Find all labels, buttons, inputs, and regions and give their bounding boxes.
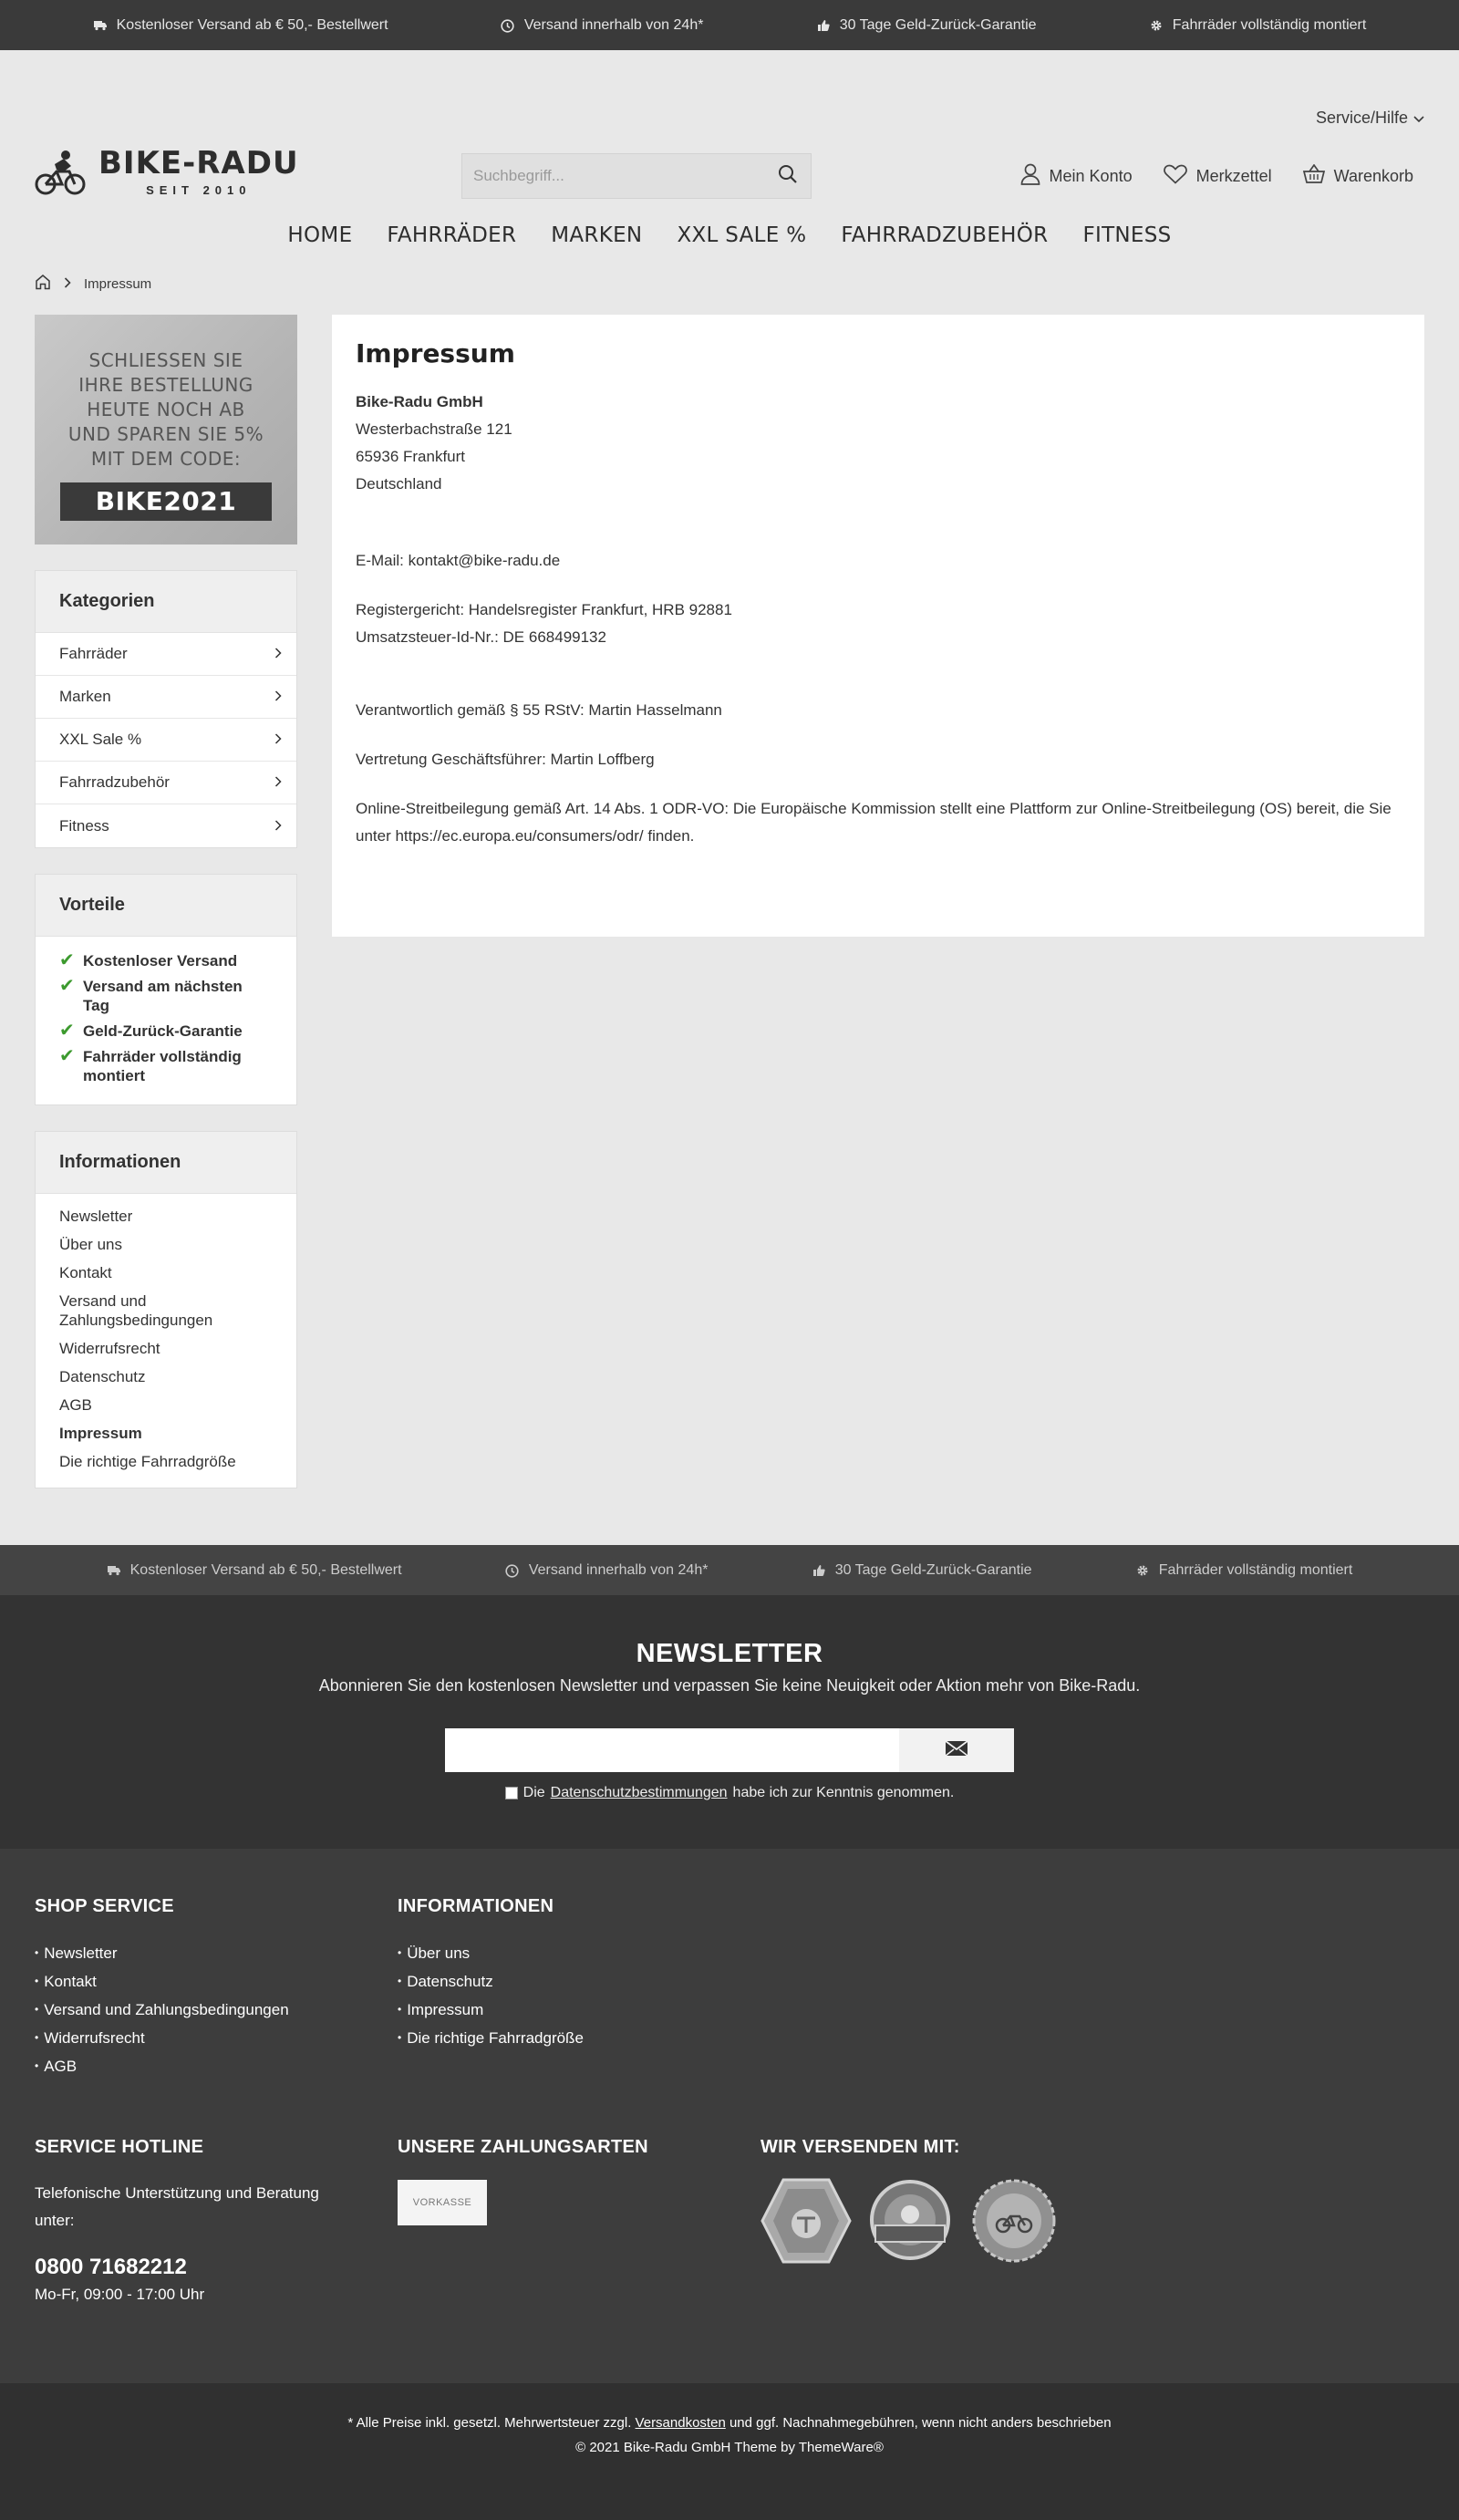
checkmark-icon: ✔: [59, 950, 75, 970]
newsletter-submit-button[interactable]: [899, 1728, 1014, 1772]
footer-list: [35, 1939, 398, 2080]
info-link-fahrradgroesse[interactable]: Die richtige Fahrradgröße: [59, 1453, 236, 1470]
newsletter-email-input[interactable]: [445, 1728, 899, 1772]
hotline-number[interactable]: 0800 71682212: [35, 2255, 187, 2279]
cart-link[interactable]: [1303, 163, 1413, 190]
info-link-agb[interactable]: AGB: [59, 1396, 92, 1414]
usp-item: [1149, 17, 1367, 34]
chevron-right-icon: [64, 276, 71, 292]
usp-bar-bottom: [0, 1545, 1459, 1595]
usp-item: [501, 17, 704, 34]
nav-item-marken[interactable]: MARKEN: [551, 223, 643, 247]
bottom-bar: [0, 2383, 1459, 2520]
truck-icon: [93, 19, 108, 32]
usp-text: Versand innerhalb von 24h*: [523, 16, 704, 33]
category-item-zubehoer[interactable]: [36, 762, 296, 804]
nav-item-sale[interactable]: XXL SALE %: [677, 223, 807, 247]
breadcrumb-current: Impressum: [84, 275, 152, 292]
footer-link[interactable]: Impressum: [407, 2001, 484, 2018]
street: Westerbachstraße 121: [356, 420, 512, 438]
vorteile-box: [35, 874, 297, 1105]
privacy-checkbox[interactable]: [505, 1787, 518, 1799]
account-label: Mein Konto: [1049, 167, 1133, 185]
gear-icon: [1135, 1564, 1150, 1577]
promo-line: MIT DEM CODE:: [90, 447, 242, 470]
promo-line: HEUTE NOCH AB: [87, 398, 245, 420]
promo-code: BIKE2021: [60, 482, 272, 521]
vorteil-item: [59, 977, 273, 1015]
footer-link[interactable]: AGB: [44, 2058, 78, 2075]
info-list: [36, 1194, 296, 1488]
clock-icon: [505, 1564, 520, 1577]
bike-seal-icon: [968, 2178, 1060, 2268]
register: Registergericht: Handelsregister Frankfurt, HRB 92881: [356, 601, 732, 618]
footer-title: INFORMATIONEN: [398, 1896, 554, 1916]
ust-id: Umsatzsteuer-Id-Nr.: DE 668499132: [356, 628, 606, 646]
category-item-marken[interactable]: [36, 676, 296, 719]
footer-shipping: [761, 2137, 1123, 2304]
service-help-dropdown[interactable]: [1316, 109, 1424, 128]
footer-shop-service: [35, 1896, 398, 2080]
payment-badge-vorkasse: VORKASSE: [398, 2180, 487, 2225]
chevron-right-icon: [274, 773, 282, 792]
usp-bar-top: [0, 0, 1459, 50]
thumbs-up-icon: [812, 1564, 826, 1577]
info-title: Informationen: [36, 1132, 296, 1194]
country: Deutschland: [356, 475, 442, 493]
category-item-sale[interactable]: [36, 719, 296, 762]
ssl-seal-icon: [864, 2178, 956, 2268]
city: 65936 Frankfurt: [356, 448, 466, 465]
footer-link[interactable]: Newsletter: [44, 1944, 118, 1962]
chevron-right-icon: [274, 817, 282, 835]
categories-title: Kategorien: [36, 571, 296, 633]
copyright: © 2021 Bike-Radu GmbH Theme by ThemeWare®: [575, 2440, 884, 2455]
breadcrumb: [0, 265, 1459, 302]
nav-item-zubehoer[interactable]: FAHRRADZUBEHÖR: [841, 223, 1049, 247]
usp-text: 30 Tage Geld-Zurück-Garantie: [834, 1561, 1032, 1578]
chevron-down-icon: [1413, 109, 1424, 128]
footer-links-row: [35, 1896, 1424, 2080]
footer-payment: [398, 2137, 761, 2304]
logo-tagline: SEIT 2010: [146, 182, 252, 197]
usp-item: [812, 1562, 1032, 1579]
vorteil-label: Versand am nächsten Tag: [83, 978, 243, 1014]
vorteile-title: Vorteile: [36, 875, 296, 937]
usp-text: Kostenloser Versand ab € 50,- Bestellwert: [129, 1561, 402, 1578]
vorteil-label: Kostenloser Versand: [83, 952, 238, 970]
privacy-consent: [0, 1785, 1459, 1801]
promo-banner[interactable]: [35, 315, 297, 544]
trust-seals: [761, 2178, 1123, 2268]
footer-informationen: [398, 1896, 761, 2080]
categories-box: [35, 570, 297, 848]
service-help-label: Service/Hilfe: [1315, 109, 1408, 127]
newsletter-form: [445, 1728, 1014, 1772]
search-icon: [778, 164, 798, 189]
vertretung: Vertretung Geschäftsführer: Martin Loffberg: [356, 751, 655, 768]
nav-item-home[interactable]: HOME: [287, 223, 353, 247]
tuev-seal-icon: [761, 2178, 852, 2268]
category-item-fahrraeder[interactable]: [36, 633, 296, 676]
consent-text-post: habe ich zur Kenntnis genommen.: [732, 1785, 955, 1800]
page-title: Impressum: [356, 338, 515, 368]
odr-text: Online-Streitbeilegung gemäß Art. 14 Abs. 1 ODR-VO: Die Europäische Kommission stellt eine Plattform zur Online-Streitbeilegung (OS) bereit, die Sie unter https://ec.europa.eu/consumers/odr/ finden.: [356, 800, 1392, 845]
footer-title: SERVICE HOTLINE: [35, 2137, 204, 2157]
usp-text: Versand innerhalb von 24h*: [528, 1561, 709, 1578]
account-link[interactable]: [1020, 163, 1133, 190]
envelope-icon: [946, 1741, 967, 1760]
gear-icon: [1149, 19, 1164, 32]
footer-hotline: [35, 2137, 398, 2304]
search-bar: [461, 153, 812, 199]
header-actions: [1020, 163, 1413, 190]
thumbs-up-icon: [816, 19, 831, 32]
privacy-link[interactable]: Datenschutzbestimmungen: [550, 1785, 728, 1800]
footer-link[interactable]: Kontakt: [44, 1973, 97, 1990]
home-icon[interactable]: [35, 274, 51, 294]
category-label: Fitness: [59, 816, 109, 835]
vorteil-item: [59, 1047, 273, 1085]
promo-line: UND SPAREN SIE 5%: [67, 422, 264, 445]
chevron-right-icon: [274, 688, 282, 706]
usp-item: [1135, 1562, 1353, 1579]
info-link-impressum[interactable]: Impressum: [59, 1425, 142, 1442]
nav-item-fitness[interactable]: FITNESS: [1082, 223, 1172, 247]
sidebar: [35, 315, 297, 1488]
search-input[interactable]: [462, 154, 765, 198]
impressum-content: [332, 315, 1424, 937]
hotline-hours: Mo-Fr, 09:00 - 17:00 Uhr: [35, 2286, 205, 2303]
info-link-newsletter[interactable]: Newsletter: [59, 1208, 133, 1225]
company-name: Bike-Radu GmbH: [356, 393, 483, 410]
info-link-datenschutz[interactable]: Datenschutz: [59, 1368, 146, 1385]
truck-icon: [107, 1564, 121, 1577]
footer-link[interactable]: Datenschutz: [407, 1973, 493, 1990]
wishlist-link[interactable]: [1164, 163, 1272, 190]
checkmark-icon: ✔: [59, 1021, 75, 1041]
cart-label: Warenkorb: [1333, 167, 1413, 185]
usp-item: [816, 17, 1037, 34]
usp-text: Kostenloser Versand ab € 50,- Bestellwert: [116, 16, 388, 33]
site-header: [0, 50, 1459, 247]
vorteile-list: [36, 937, 296, 1104]
wishlist-label: Merkzettel: [1195, 167, 1272, 185]
site-footer: [0, 1849, 1459, 2383]
footer-link[interactable]: Versand und Zahlungsbedingungen: [44, 2001, 289, 2018]
promo-line: SCHLIESSEN SIE: [88, 348, 243, 371]
newsletter-section: [0, 1595, 1459, 1849]
main-navigation: [0, 223, 1459, 251]
footer-title: SHOP SERVICE: [35, 1896, 174, 1916]
usp-item: [505, 1562, 709, 1579]
category-label: Fahrradzubehör: [59, 773, 170, 791]
search-button[interactable]: [765, 154, 811, 198]
footer-list: [398, 1939, 761, 2052]
info-link-ueber-uns[interactable]: Über uns: [59, 1236, 122, 1253]
chevron-right-icon: [274, 645, 282, 663]
category-label: Fahrräder: [59, 645, 128, 662]
footer-info-row: [35, 2137, 1424, 2304]
heart-icon: [1164, 164, 1187, 189]
info-box: [35, 1131, 297, 1488]
consent-text-pre: Die: [523, 1785, 545, 1800]
vorteil-item: [59, 951, 273, 970]
footer-title: WIR VERSENDEN MIT:: [761, 2137, 960, 2157]
nav-item-fahrraeder[interactable]: FAHRRÄDER: [387, 223, 517, 247]
logo-text: [98, 144, 299, 197]
promo-line: IHRE BESTELLUNG: [78, 373, 254, 396]
price-note-post: und ggf. Nachnahmegebühren, wenn nicht anders beschrieben: [729, 2415, 1112, 2431]
clock-icon: [501, 19, 515, 32]
category-label: Marken: [59, 688, 111, 705]
usp-text: Fahrräder vollständig montiert: [1172, 16, 1367, 33]
checkmark-icon: ✔: [59, 1046, 75, 1066]
vorteil-item: [59, 1021, 273, 1041]
cyclist-logo-icon: [35, 146, 86, 197]
basket-icon: [1303, 164, 1325, 189]
hotline-text: Telefonische Unterstützung und Beratung unter:: [35, 2184, 319, 2229]
vorteil-label: Geld-Zurück-Garantie: [83, 1022, 243, 1040]
price-note: [0, 2411, 1459, 2435]
usp-text: Fahrräder vollständig montiert: [1158, 1561, 1353, 1578]
usp-item: [93, 17, 388, 34]
footer-title: UNSERE ZAHLUNGSARTEN: [398, 2137, 648, 2157]
price-note-pre: * Alle Preise inkl. gesetzl. Mehrwertsteuer zzgl.: [347, 2415, 632, 2431]
checkmark-icon: ✔: [59, 976, 75, 996]
usp-item: [107, 1562, 402, 1579]
logo-name: BIKE-RADU: [98, 144, 299, 181]
info-link-widerrufsrecht[interactable]: Widerrufsrecht: [59, 1340, 160, 1357]
category-item-fitness[interactable]: [36, 804, 296, 847]
footer-link[interactable]: Widerrufsrecht: [44, 2029, 145, 2047]
content-wrapper: [0, 302, 1459, 1488]
footer-link[interactable]: Über uns: [407, 1944, 471, 1962]
user-icon: [1020, 163, 1040, 190]
info-link-versand[interactable]: Versand und Zahlungsbedingungen: [59, 1292, 213, 1329]
info-link-kontakt[interactable]: Kontakt: [59, 1264, 112, 1281]
usp-text: 30 Tage Geld-Zurück-Garantie: [839, 16, 1037, 33]
footer-link[interactable]: Die richtige Fahrradgröße: [407, 2029, 584, 2047]
chevron-right-icon: [274, 731, 282, 749]
verantwortlich: Verantwortlich gemäß § 55 RStV: Martin Hasselmann: [356, 701, 722, 719]
newsletter-subtitle: Abonnieren Sie den kostenlosen Newsletter und verpassen Sie keine Neuigkeit oder Aktion mehr von Bike-Radu.: [318, 1676, 1141, 1695]
vorteil-label: Fahrräder vollständig montiert: [83, 1048, 242, 1084]
shipping-costs-link[interactable]: Versandkosten: [635, 2415, 726, 2431]
email: E-Mail: kontakt@bike-radu.de: [356, 552, 561, 569]
category-label: XXL Sale %: [59, 731, 142, 748]
newsletter-title: NEWSLETTER: [636, 1639, 823, 1668]
site-logo[interactable]: [35, 146, 299, 197]
